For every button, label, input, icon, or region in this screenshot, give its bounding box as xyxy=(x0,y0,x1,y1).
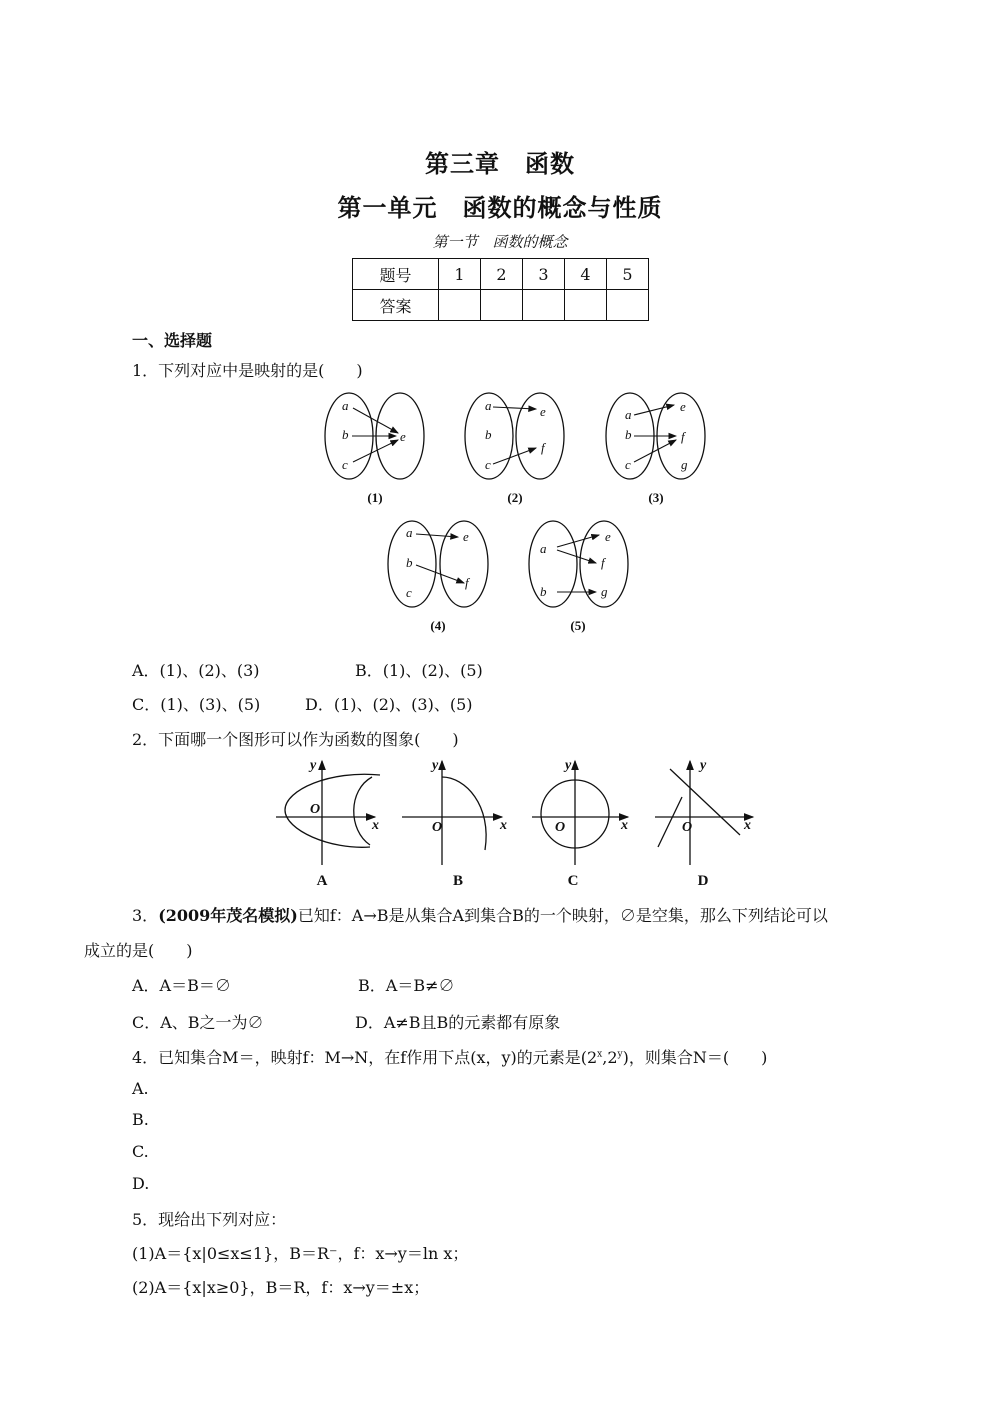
figure-label: (2) xyxy=(507,490,523,505)
axis-label-y: y xyxy=(432,758,439,773)
q3-option-b[interactable]: B．A＝B≠∅ xyxy=(358,976,455,995)
set-element-label: g xyxy=(601,584,608,599)
axis-label-x: x xyxy=(744,818,751,833)
q1-mapping-figures xyxy=(300,380,740,640)
q4-stem xyxy=(132,1045,767,1068)
answer-table-row-numbers xyxy=(353,259,649,290)
figure-label: (4) xyxy=(430,618,446,633)
q3-option-d[interactable]: D．A≠B且B的元素都有原象 xyxy=(355,1013,561,1032)
set-element-label: b xyxy=(342,427,349,442)
answer-table-header-answer: 答案 xyxy=(353,290,439,321)
set-element-label: c xyxy=(625,457,631,472)
axis-origin: O xyxy=(682,820,693,835)
set-element-label: b xyxy=(406,555,413,570)
set-element-label: f xyxy=(681,429,685,444)
q4-sup-y: y xyxy=(617,1049,623,1060)
q1-stem: 1．下列对应中是映射的是( ) xyxy=(132,361,363,380)
figure-label: A xyxy=(316,873,328,889)
set-element-label: e xyxy=(400,429,406,444)
answer-table-cell: 3 xyxy=(523,259,565,290)
set-element-label: c xyxy=(406,585,412,600)
q3-stem xyxy=(132,903,828,926)
q4-sup-x: x xyxy=(597,1049,603,1060)
q1-option-d[interactable]: D．(1)、(2)、(3)、(5) xyxy=(305,695,473,714)
q1-option-a[interactable]: A．(1)、(2)、(3) xyxy=(132,661,260,680)
q4-option-a[interactable]: A. xyxy=(132,1079,149,1098)
q3-source: (2009年茂名模拟) xyxy=(158,906,298,925)
q5-stem: 5．现给出下列对应： xyxy=(132,1210,287,1229)
figure-label: B xyxy=(452,873,464,889)
q5-item-2: (2)A＝{x|x≥0}，B＝R，f：x→y＝±x； xyxy=(132,1278,430,1297)
set-element-label: e xyxy=(540,404,546,419)
q2-stem: 2．下面哪一个图形可以作为函数的图象( ) xyxy=(132,730,459,749)
set-element-label: c xyxy=(485,457,491,472)
set-element-label: a xyxy=(342,398,349,413)
set-element-label: e xyxy=(463,529,469,544)
axis-label-y: y xyxy=(310,758,317,773)
figure-label: D xyxy=(697,873,709,889)
answer-table-cell: 5 xyxy=(607,259,649,290)
section-heading: 一、选择题 xyxy=(132,331,213,350)
axis-label-y: y xyxy=(565,758,572,773)
q4-stem-text: 4．已知集合M＝，映射f：M→N，在f作用下点(x，y)的元素是(2 xyxy=(132,1048,598,1067)
unit-title: 第一单元 函数的概念与性质 xyxy=(337,193,663,222)
axis-label-x: x xyxy=(372,818,379,833)
answer-blank[interactable] xyxy=(565,290,607,321)
set-element-label: a xyxy=(485,398,492,413)
q5-item-1: (1)A＝{x|0≤x≤1}，B＝R⁻，f：x→y＝ln x； xyxy=(132,1244,469,1263)
section-title: 第一节 函数的概念 xyxy=(432,233,568,251)
set-element-label: f xyxy=(465,575,469,590)
set-element-label: b xyxy=(540,584,547,599)
answer-blank[interactable] xyxy=(439,290,481,321)
axis-origin: O xyxy=(310,802,321,817)
figure-label: (1) xyxy=(367,490,383,505)
axis-label-x: x xyxy=(500,818,507,833)
q1-option-c[interactable]: C．(1)、(3)、(5) xyxy=(132,695,261,714)
q4-stem-mid: ,2 xyxy=(602,1048,618,1067)
chapter-title: 第三章 函数 xyxy=(425,149,575,178)
set-element-label: b xyxy=(485,427,492,442)
q4-option-c[interactable]: C. xyxy=(132,1142,149,1161)
q2-graph-figures xyxy=(270,755,770,895)
set-element-label: a xyxy=(540,541,547,556)
q3-option-c[interactable]: C．A、B之一为∅ xyxy=(132,1013,264,1032)
figure-label: (5) xyxy=(570,618,586,633)
q3-stem-text: 已知f：A→B是从集合A到集合B的一个映射，∅是空集，那么下列结论可以 xyxy=(297,906,828,925)
set-element-label: b xyxy=(625,427,632,442)
answer-blank[interactable] xyxy=(481,290,523,321)
axis-origin: O xyxy=(555,820,566,835)
answer-table xyxy=(352,258,649,321)
set-element-label: e xyxy=(680,399,686,414)
q3-option-a[interactable]: A．A＝B＝∅ xyxy=(132,976,231,995)
q4-option-d[interactable]: D. xyxy=(132,1174,150,1193)
set-element-label: a xyxy=(406,525,413,540)
answer-table-cell: 2 xyxy=(481,259,523,290)
answer-table-header-number: 题号 xyxy=(353,259,439,290)
axis-label-y: y xyxy=(700,758,707,773)
set-element-label: a xyxy=(625,407,632,422)
q1-option-b[interactable]: B．(1)、(2)、(5) xyxy=(355,661,483,680)
set-element-label: f xyxy=(541,440,545,455)
figure-label: (3) xyxy=(648,490,664,505)
q3-stem-line2: 成立的是( ) xyxy=(84,941,193,960)
answer-table-cell: 1 xyxy=(439,259,481,290)
q4-option-b[interactable]: B. xyxy=(132,1110,149,1129)
q3-number: 3． xyxy=(132,906,159,925)
figure-label: C xyxy=(567,873,579,889)
axis-origin: O xyxy=(432,820,443,835)
set-element-label: e xyxy=(605,529,611,544)
set-element-label: g xyxy=(681,457,688,472)
answer-table-cell: 4 xyxy=(565,259,607,290)
answer-table-row-answers xyxy=(353,290,649,321)
axis-label-x: x xyxy=(621,818,628,833)
set-element-label: c xyxy=(342,457,348,472)
answer-blank[interactable] xyxy=(523,290,565,321)
q4-stem-end: )，则集合N＝( ) xyxy=(622,1048,768,1067)
set-element-label: f xyxy=(601,555,605,570)
answer-blank[interactable] xyxy=(607,290,649,321)
